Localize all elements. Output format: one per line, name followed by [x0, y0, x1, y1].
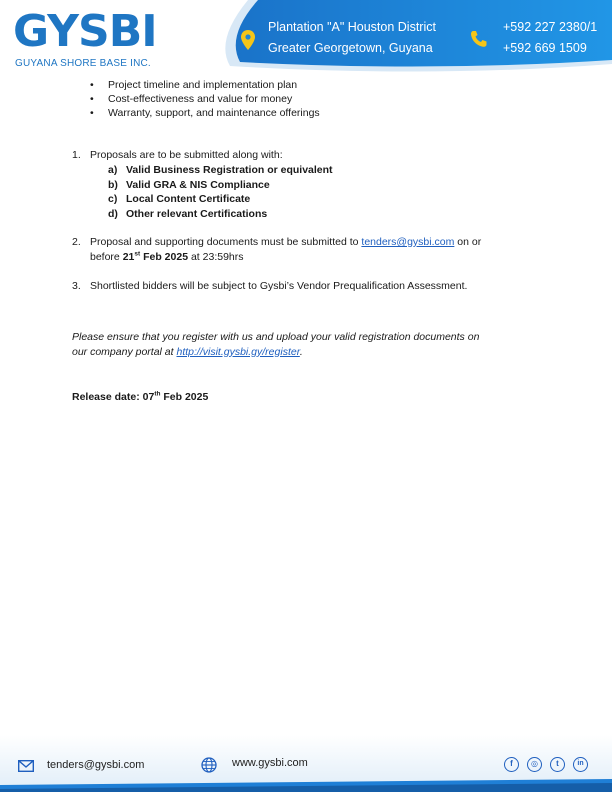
letterhead-header: [0, 0, 612, 80]
item-text: Proposals are to be submitted along with:: [90, 149, 283, 161]
item-text: Shortlisted bidders will be subject to Gysbi’s Vendor Prequalification Assessment.: [90, 280, 468, 292]
item-number: 1.: [72, 149, 81, 161]
facebook-icon[interactable]: f: [504, 757, 519, 772]
release-date: Release date: 07th Feb 2025: [72, 390, 209, 403]
linkedin-icon[interactable]: in: [573, 757, 588, 772]
logo-subtitle: GUYANA SHORE BASE INC.: [15, 58, 151, 69]
tenders-email-link[interactable]: tenders@gysbi.com: [361, 236, 455, 248]
registration-note: Please ensure that you register with us and upload your valid registration documents on our company portal at http://visit.gysbi.gy/register.: [72, 331, 480, 358]
twitter-icon[interactable]: t: [550, 757, 565, 772]
instagram-icon[interactable]: ◎: [527, 757, 542, 772]
logo-wordmark: GYSBI: [13, 6, 157, 57]
bullet-item: • Warranty, support, and maintenance offerings: [90, 106, 320, 120]
phone-line-1: +592 227 2380/1: [503, 20, 598, 34]
deadline-date: 21st Feb 2025: [122, 250, 189, 263]
phone-line-2: +592 669 1509: [503, 41, 587, 55]
item-number: 3.: [72, 280, 81, 292]
address-line-2: Greater Georgetown, Guyana: [268, 41, 433, 55]
envelope-icon: [18, 760, 34, 772]
bullet-item: • Project timeline and implementation plan: [90, 78, 320, 92]
phone-icon: [470, 30, 488, 48]
item-number: 2.: [72, 236, 81, 248]
address-line-1: Plantation "A" Houston District: [268, 20, 436, 34]
letterhead-footer: [0, 735, 612, 792]
sublist-item: d) Other relevant Certifications: [108, 207, 268, 220]
sublist-item: c) Local Content Certificate: [108, 193, 251, 205]
item-text: Proposal and supporting documents must be submitted to tenders@gysbi.com on or before 21st Feb 2025 at 23:59hrs: [90, 236, 482, 263]
required-documents-list: [108, 163, 333, 221]
location-pin-icon: [241, 30, 255, 50]
company-logo: [13, 6, 157, 74]
bullet-list: [90, 78, 320, 120]
footer-email[interactable]: tenders@gysbi.com: [47, 759, 145, 771]
footer-website[interactable]: www.gysbi.com: [232, 757, 308, 769]
bullet-item: • Cost-effectiveness and value for money: [90, 92, 320, 106]
sublist-item: a) Valid Business Registration or equivalent: [108, 164, 333, 176]
register-portal-link[interactable]: http://visit.gysbi.gy/register: [176, 345, 300, 358]
globe-icon: [201, 757, 217, 773]
sublist-item: b) Valid GRA & NIS Compliance: [108, 178, 270, 191]
